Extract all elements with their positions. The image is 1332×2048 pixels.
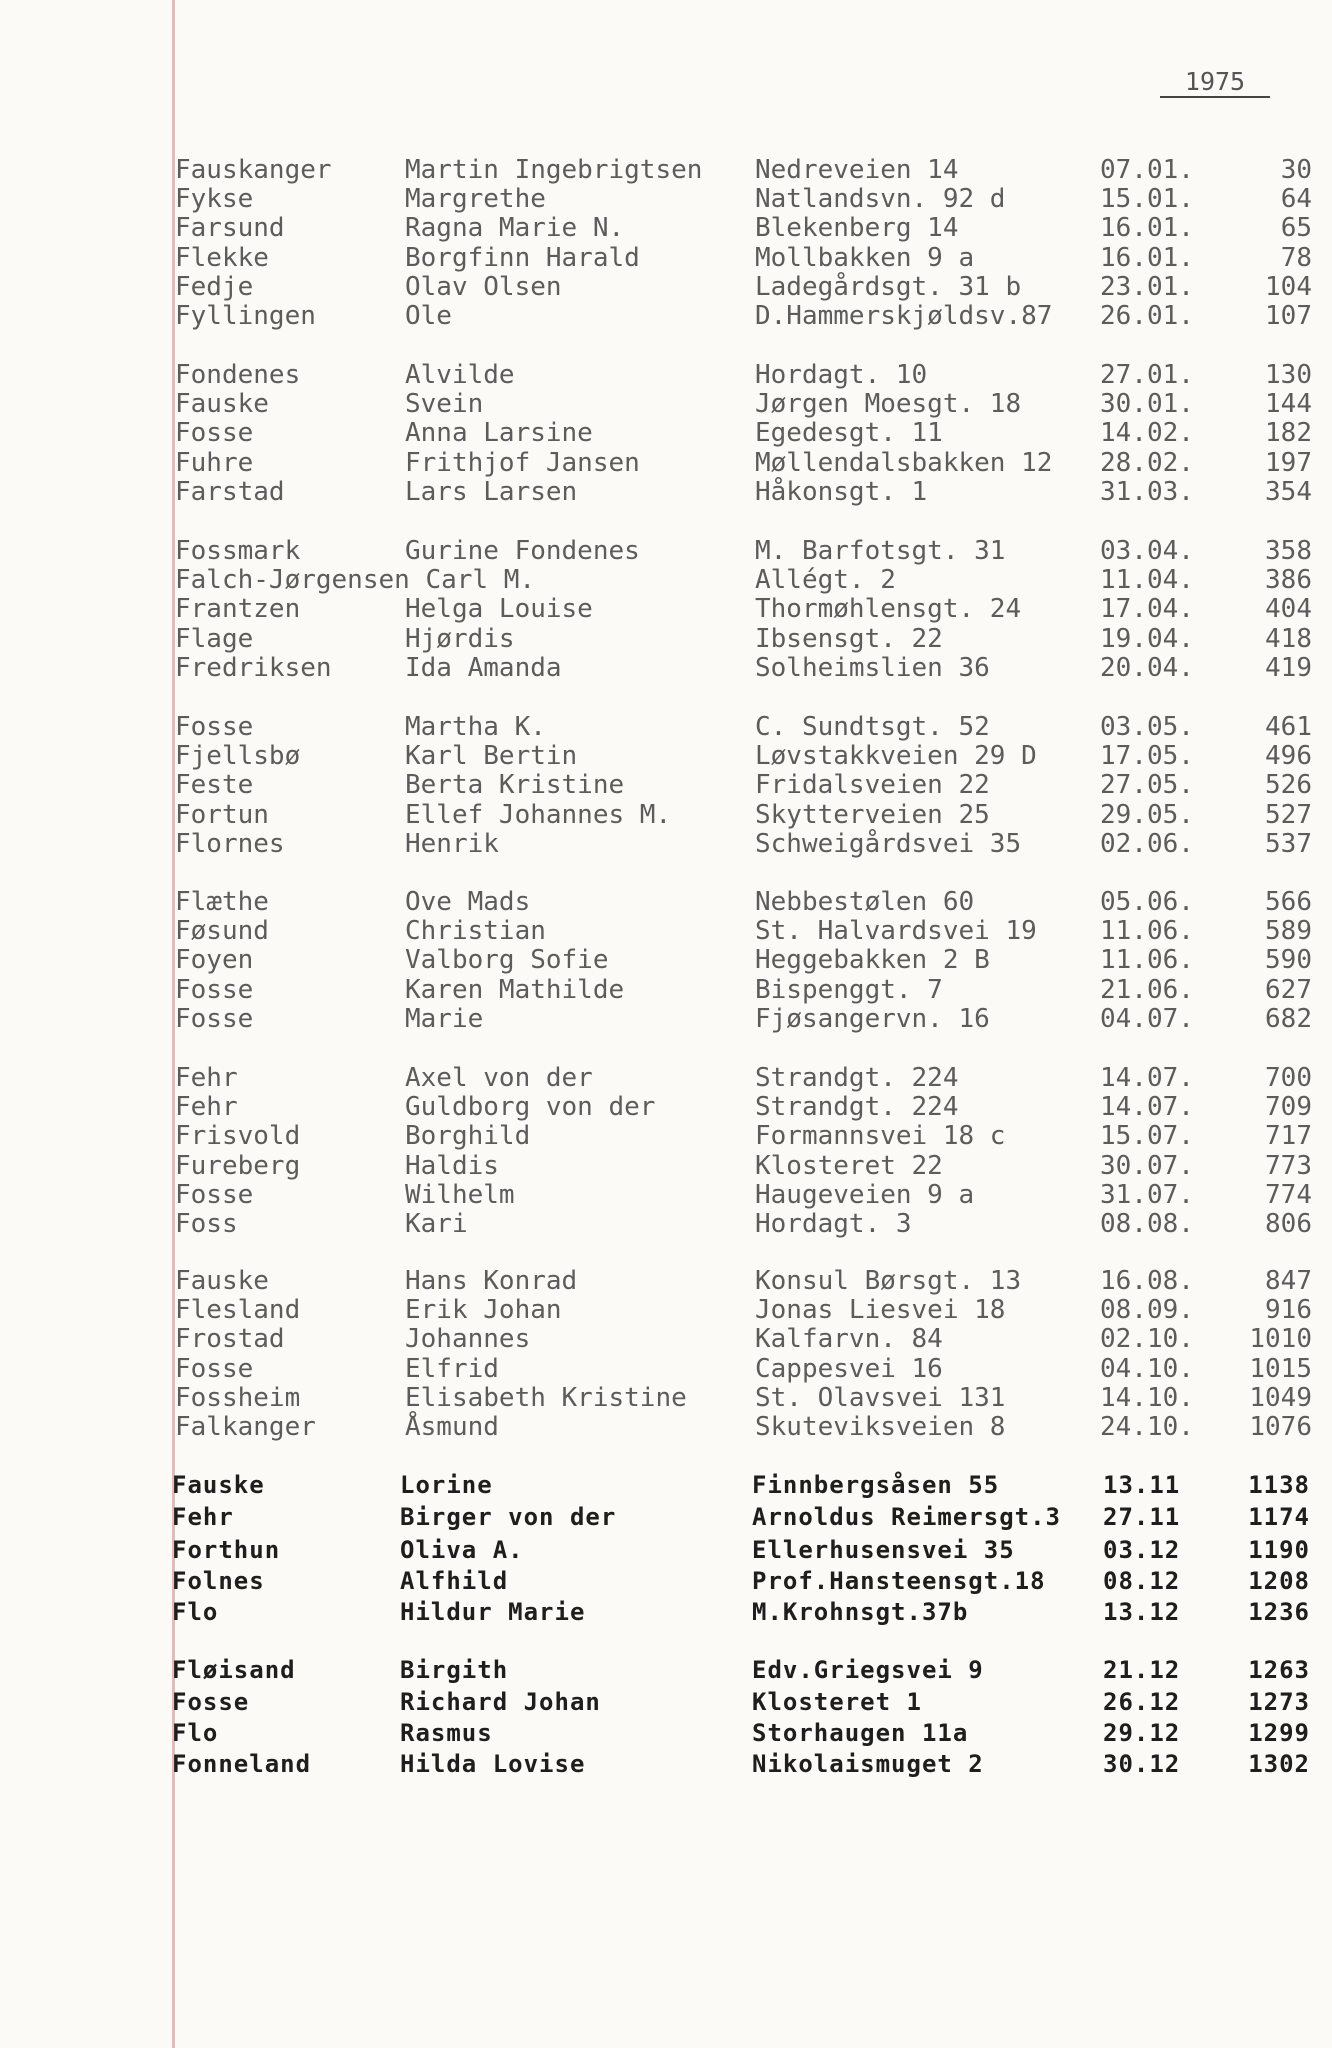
table-row <box>0 243 1332 273</box>
table-row <box>0 1209 1332 1239</box>
table-row <box>0 1566 1332 1596</box>
table-row <box>0 1354 1332 1384</box>
given-name-cell: Anna Larsine <box>405 418 593 448</box>
address-cell: Allégt. 2 <box>755 565 896 595</box>
address-cell: Jørgen Moesgt. 18 <box>755 389 1022 419</box>
number-cell: 1049 <box>1249 1383 1312 1413</box>
number-cell: 496 <box>1265 741 1312 771</box>
address-cell: Fjøsangervn. 16 <box>755 1004 990 1034</box>
address-cell: M. Barfotsgt. 31 <box>755 536 1006 566</box>
number-cell: 1208 <box>1248 1567 1310 1595</box>
number-cell: 461 <box>1265 712 1312 742</box>
given-name-cell: Marie <box>405 1004 484 1034</box>
number-cell: 717 <box>1265 1121 1312 1151</box>
address-cell: Jonas Liesvei 18 <box>755 1295 1006 1325</box>
given-name-cell: Erik Johan <box>405 1295 562 1325</box>
address-cell: Ibsensgt. 22 <box>755 624 943 654</box>
table-row <box>0 184 1332 214</box>
table-row <box>0 565 1332 595</box>
table-row <box>0 1324 1332 1354</box>
table-row <box>0 448 1332 478</box>
given-name-cell: Hildur Marie <box>400 1598 586 1626</box>
given-name-cell: Christian <box>405 916 546 946</box>
address-cell: Cappesvei 16 <box>755 1354 943 1384</box>
address-cell: Heggebakken 2 B <box>755 945 990 975</box>
number-cell: 144 <box>1265 389 1312 419</box>
given-name-cell: Oliva A. <box>400 1536 524 1564</box>
number-cell: 358 <box>1265 536 1312 566</box>
given-name-cell: Martin Ingebrigtsen <box>405 155 703 185</box>
number-cell: 64 <box>1280 184 1312 214</box>
number-cell: 537 <box>1265 829 1312 859</box>
number-cell: 1010 <box>1249 1324 1312 1354</box>
given-name-cell: Johannes <box>405 1324 531 1354</box>
given-name-cell: Hans Konrad <box>405 1266 578 1296</box>
address-cell: Solheimslien 36 <box>755 653 990 683</box>
surname-cell: Fossheim <box>175 1383 301 1413</box>
number-cell: 589 <box>1265 916 1312 946</box>
table-row <box>0 653 1332 683</box>
date-cell: 21.12 <box>1103 1656 1181 1684</box>
address-cell: Edv.Griegsvei 9 <box>752 1656 984 1684</box>
number-cell: 30 <box>1280 155 1312 185</box>
date-cell: 13.11 <box>1103 1471 1181 1499</box>
surname-cell: Flornes <box>175 829 285 859</box>
surname-cell: Foss <box>175 1209 238 1239</box>
table-row <box>0 594 1332 624</box>
number-cell: 1302 <box>1248 1750 1310 1778</box>
surname-cell: Fyllingen <box>175 301 316 331</box>
address-cell: D.Hammerskjøldsv.87 <box>755 301 1053 331</box>
given-name-cell: Ove Mads <box>405 887 531 917</box>
surname-cell: Fehr <box>175 1092 238 1122</box>
surname-cell: Fjellsbø <box>175 741 301 771</box>
address-cell: Storhaugen 11a <box>752 1719 969 1747</box>
given-name-cell: Richard Johan <box>400 1688 601 1716</box>
date-cell: 02.06. <box>1100 829 1194 859</box>
address-cell: Kalfarvn. 84 <box>755 1324 943 1354</box>
date-cell: 08.09. <box>1100 1295 1194 1325</box>
given-name-cell: Guldborg von der <box>405 1092 656 1122</box>
number-cell: 107 <box>1265 301 1312 331</box>
table-row <box>0 770 1332 800</box>
surname-cell: Fosse <box>175 1004 254 1034</box>
date-cell: 05.06. <box>1100 887 1194 917</box>
date-cell: 16.08. <box>1100 1266 1194 1296</box>
address-cell: Blekenberg 14 <box>755 213 959 243</box>
table-row <box>0 477 1332 507</box>
surname-cell: Fehr <box>172 1503 234 1531</box>
date-cell: 03.04. <box>1100 536 1194 566</box>
given-name-cell: Helga Louise <box>405 594 593 624</box>
table-row <box>0 155 1332 185</box>
date-cell: 14.02. <box>1100 418 1194 448</box>
given-name-cell: Axel von der <box>405 1063 593 1093</box>
date-cell: 29.12 <box>1103 1719 1181 1747</box>
number-cell: 1299 <box>1248 1719 1310 1747</box>
surname-cell: Frisvold <box>175 1121 301 1151</box>
given-name-cell: Haldis <box>405 1151 499 1181</box>
date-cell: 15.07. <box>1100 1121 1194 1151</box>
address-cell: Prof.Hansteensgt.18 <box>752 1567 1046 1595</box>
date-cell: 27.11 <box>1103 1503 1181 1531</box>
address-cell: Arnoldus Reimersgt.3 <box>752 1503 1061 1531</box>
given-name-cell: Karen Mathilde <box>405 975 625 1005</box>
surname-cell: Forthun <box>172 1536 281 1564</box>
table-row <box>0 975 1332 1005</box>
number-cell: 104 <box>1265 272 1312 302</box>
surname-cell: Falch-Jørgensen Carl M. <box>175 565 536 595</box>
number-cell: 627 <box>1265 975 1312 1005</box>
address-cell: Strandgt. 224 <box>755 1092 959 1122</box>
given-name-cell: Margrethe <box>405 184 546 214</box>
table-row <box>0 1535 1332 1565</box>
surname-cell: Fløisand <box>172 1656 296 1684</box>
number-cell: 386 <box>1265 565 1312 595</box>
given-name-cell: Svein <box>405 389 484 419</box>
date-cell: 17.04. <box>1100 594 1194 624</box>
given-name-cell: Berta Kristine <box>405 770 625 800</box>
address-cell: Møllendalsbakken 12 <box>755 448 1053 478</box>
number-cell: 700 <box>1265 1063 1312 1093</box>
date-cell: 14.07. <box>1100 1092 1194 1122</box>
date-cell: 17.05. <box>1100 741 1194 771</box>
date-cell: 15.01. <box>1100 184 1194 214</box>
date-cell: 19.04. <box>1100 624 1194 654</box>
table-row <box>0 1121 1332 1151</box>
table-row <box>0 301 1332 331</box>
table-row <box>0 1502 1332 1532</box>
surname-cell: Foyen <box>175 945 254 975</box>
surname-cell: Flæthe <box>175 887 269 917</box>
table-row <box>0 1004 1332 1034</box>
given-name-cell: Birger von der <box>400 1503 617 1531</box>
address-cell: Skytterveien 25 <box>755 800 990 830</box>
address-cell: Egedesgt. 11 <box>755 418 943 448</box>
surname-cell: Fosse <box>175 418 254 448</box>
surname-cell: Feste <box>175 770 254 800</box>
surname-cell: Fredriksen <box>175 653 332 683</box>
surname-cell: Fedje <box>175 272 254 302</box>
table-row <box>0 1092 1332 1122</box>
given-name-cell: Valborg Sofie <box>405 945 609 975</box>
given-name-cell: Lars Larsen <box>405 477 578 507</box>
address-cell: M.Krohnsgt.37b <box>752 1598 969 1626</box>
address-cell: St. Halvardsvei 19 <box>755 916 1037 946</box>
date-cell: 14.07. <box>1100 1063 1194 1093</box>
given-name-cell: Henrik <box>405 829 499 859</box>
date-cell: 29.05. <box>1100 800 1194 830</box>
date-cell: 28.02. <box>1100 448 1194 478</box>
number-cell: 774 <box>1265 1180 1312 1210</box>
surname-cell: Flesland <box>175 1295 301 1325</box>
address-cell: Natlandsvn. 92 d <box>755 184 1006 214</box>
number-cell: 1138 <box>1248 1471 1310 1499</box>
table-row <box>0 887 1332 917</box>
given-name-cell: Ida Amanda <box>405 653 562 683</box>
surname-cell: Fehr <box>175 1063 238 1093</box>
date-cell: 24.10. <box>1100 1412 1194 1442</box>
address-cell: Ellerhusensvei 35 <box>752 1536 1015 1564</box>
surname-cell: Farsund <box>175 213 285 243</box>
address-cell: Mollbakken 9 a <box>755 243 975 273</box>
given-name-cell: Rasmus <box>400 1719 493 1747</box>
table-row <box>0 945 1332 975</box>
date-cell: 11.06. <box>1100 945 1194 975</box>
table-row <box>0 1063 1332 1093</box>
surname-cell: Flage <box>175 624 254 654</box>
address-cell: Løvstakkveien 29 D <box>755 741 1037 771</box>
table-row <box>0 1470 1332 1500</box>
date-cell: 31.03. <box>1100 477 1194 507</box>
table-row <box>0 1295 1332 1325</box>
table-row <box>0 916 1332 946</box>
surname-cell: Farstad <box>175 477 285 507</box>
table-row <box>0 1597 1332 1627</box>
given-name-cell: Kari <box>405 1209 468 1239</box>
date-cell: 16.01. <box>1100 243 1194 273</box>
address-cell: Haugeveien 9 a <box>755 1180 975 1210</box>
address-cell: Formannsvei 18 c <box>755 1121 1006 1151</box>
date-cell: 26.01. <box>1100 301 1194 331</box>
number-cell: 1174 <box>1248 1503 1310 1531</box>
given-name-cell: Alvilde <box>405 360 515 390</box>
number-cell: 1190 <box>1248 1536 1310 1564</box>
table-row <box>0 1383 1332 1413</box>
given-name-cell: Åsmund <box>405 1412 499 1442</box>
number-cell: 1015 <box>1249 1354 1312 1384</box>
given-name-cell: Borgfinn Harald <box>405 243 640 273</box>
address-cell: Ladegårdsgt. 31 b <box>755 272 1022 302</box>
given-name-cell: Olav Olsen <box>405 272 562 302</box>
given-name-cell: Ragna Marie N. <box>405 213 625 243</box>
number-cell: 590 <box>1265 945 1312 975</box>
number-cell: 354 <box>1265 477 1312 507</box>
given-name-cell: Ellef Johannes M. <box>405 800 672 830</box>
given-name-cell: Frithjof Jansen <box>405 448 640 478</box>
surname-cell: Fortun <box>175 800 269 830</box>
address-cell: Nedreveien 14 <box>755 155 959 185</box>
number-cell: 527 <box>1265 800 1312 830</box>
table-row <box>0 536 1332 566</box>
surname-cell: Folnes <box>172 1567 265 1595</box>
number-cell: 1263 <box>1248 1656 1310 1684</box>
date-cell: 13.12 <box>1103 1598 1181 1626</box>
table-row <box>0 1180 1332 1210</box>
table-row <box>0 1749 1332 1779</box>
table-row <box>0 800 1332 830</box>
surname-cell: Fauske <box>175 389 269 419</box>
address-cell: Konsul Børsgt. 13 <box>755 1266 1022 1296</box>
surname-cell: Fosse <box>175 1354 254 1384</box>
address-cell: St. Olavsvei 131 <box>755 1383 1006 1413</box>
number-cell: 682 <box>1265 1004 1312 1034</box>
table-row <box>0 389 1332 419</box>
given-name-cell: Lorine <box>400 1471 493 1499</box>
surname-cell: Fonneland <box>172 1750 312 1778</box>
surname-cell: Fureberg <box>175 1151 301 1181</box>
surname-cell: Fosse <box>175 975 254 1005</box>
table-row <box>0 272 1332 302</box>
table-row <box>0 1266 1332 1296</box>
surname-cell: Fossmark <box>175 536 301 566</box>
number-cell: 130 <box>1265 360 1312 390</box>
table-row <box>0 1718 1332 1748</box>
given-name-cell: Hjørdis <box>405 624 515 654</box>
address-cell: Fridalsveien 22 <box>755 770 990 800</box>
date-cell: 23.01. <box>1100 272 1194 302</box>
surname-cell: Frantzen <box>175 594 301 624</box>
address-cell: Nebbestølen 60 <box>755 887 975 917</box>
table-row <box>0 829 1332 859</box>
date-cell: 11.06. <box>1100 916 1194 946</box>
number-cell: 566 <box>1265 887 1312 917</box>
address-cell: Hordagt. 3 <box>755 1209 912 1239</box>
date-cell: 14.10. <box>1100 1383 1194 1413</box>
date-cell: 30.07. <box>1100 1151 1194 1181</box>
date-cell: 02.10. <box>1100 1324 1194 1354</box>
surname-cell: Flo <box>172 1598 219 1626</box>
table-row <box>0 418 1332 448</box>
address-cell: Klosteret 22 <box>755 1151 943 1181</box>
number-cell: 65 <box>1280 213 1312 243</box>
date-cell: 11.04. <box>1100 565 1194 595</box>
date-cell: 20.04. <box>1100 653 1194 683</box>
given-name-cell: Karl Bertin <box>405 741 578 771</box>
number-cell: 1076 <box>1249 1412 1312 1442</box>
table-row <box>0 360 1332 390</box>
address-cell: Nikolaismuget 2 <box>752 1750 984 1778</box>
date-cell: 30.01. <box>1100 389 1194 419</box>
table-row <box>0 741 1332 771</box>
address-cell: Hordagt. 10 <box>755 360 928 390</box>
number-cell: 709 <box>1265 1092 1312 1122</box>
address-cell: Klosteret 1 <box>752 1688 922 1716</box>
address-cell: Skuteviksveien 8 <box>755 1412 1006 1442</box>
given-name-cell: Borghild <box>405 1121 531 1151</box>
surname-cell: Fosse <box>172 1688 250 1716</box>
given-name-cell: Ole <box>405 301 452 331</box>
address-cell: Bispenggt. 7 <box>755 975 943 1005</box>
date-cell: 30.12 <box>1103 1750 1181 1778</box>
date-cell: 04.10. <box>1100 1354 1194 1384</box>
table-row <box>0 213 1332 243</box>
given-name-cell: Birgith <box>400 1656 509 1684</box>
surname-cell: Frostad <box>175 1324 285 1354</box>
date-cell: 16.01. <box>1100 213 1194 243</box>
surname-cell: Flo <box>172 1719 219 1747</box>
surname-cell: Fykse <box>175 184 254 214</box>
surname-cell: Fosse <box>175 1180 254 1210</box>
number-cell: 847 <box>1265 1266 1312 1296</box>
address-cell: Thormøhlensgt. 24 <box>755 594 1022 624</box>
surname-cell: Falkanger <box>175 1412 316 1442</box>
date-cell: 27.01. <box>1100 360 1194 390</box>
number-cell: 197 <box>1265 448 1312 478</box>
given-name-cell: Elisabeth Kristine <box>405 1383 687 1413</box>
date-cell: 08.08. <box>1100 1209 1194 1239</box>
number-cell: 78 <box>1280 243 1312 273</box>
surname-cell: Fuhre <box>175 448 254 478</box>
surname-cell: Fauskanger <box>175 155 332 185</box>
date-cell: 27.05. <box>1100 770 1194 800</box>
date-cell: 07.01. <box>1100 155 1194 185</box>
date-cell: 21.06. <box>1100 975 1194 1005</box>
page-year: 1975 <box>1160 68 1270 98</box>
date-cell: 08.12 <box>1103 1567 1181 1595</box>
table-row <box>0 1655 1332 1685</box>
number-cell: 418 <box>1265 624 1312 654</box>
address-cell: Schweigårdsvei 35 <box>755 829 1022 859</box>
date-cell: 26.12 <box>1103 1688 1181 1716</box>
date-cell: 03.12 <box>1103 1536 1181 1564</box>
number-cell: 404 <box>1265 594 1312 624</box>
given-name-cell: Gurine Fondenes <box>405 536 640 566</box>
given-name-cell: Wilhelm <box>405 1180 515 1210</box>
number-cell: 1273 <box>1248 1688 1310 1716</box>
number-cell: 916 <box>1265 1295 1312 1325</box>
address-cell: Finnbergsåsen 55 <box>752 1471 1000 1499</box>
date-cell: 03.05. <box>1100 712 1194 742</box>
date-cell: 04.07. <box>1100 1004 1194 1034</box>
surname-cell: Fosse <box>175 712 254 742</box>
date-cell: 31.07. <box>1100 1180 1194 1210</box>
surname-cell: Fondenes <box>175 360 301 390</box>
surname-cell: Fauske <box>172 1471 265 1499</box>
given-name-cell: Alfhild <box>400 1567 509 1595</box>
number-cell: 526 <box>1265 770 1312 800</box>
table-row <box>0 712 1332 742</box>
number-cell: 1236 <box>1248 1598 1310 1626</box>
table-row <box>0 624 1332 654</box>
number-cell: 182 <box>1265 418 1312 448</box>
given-name-cell: Hilda Lovise <box>400 1750 586 1778</box>
address-cell: Håkonsgt. 1 <box>755 477 928 507</box>
number-cell: 806 <box>1265 1209 1312 1239</box>
table-row <box>0 1151 1332 1181</box>
address-cell: Strandgt. 224 <box>755 1063 959 1093</box>
table-row <box>0 1412 1332 1442</box>
given-name-cell: Martha K. <box>405 712 546 742</box>
surname-cell: Fauske <box>175 1266 269 1296</box>
surname-cell: Føsund <box>175 916 269 946</box>
surname-cell: Flekke <box>175 243 269 273</box>
address-cell: C. Sundtsgt. 52 <box>755 712 990 742</box>
number-cell: 773 <box>1265 1151 1312 1181</box>
given-name-cell: Elfrid <box>405 1354 499 1384</box>
table-row <box>0 1687 1332 1717</box>
number-cell: 419 <box>1265 653 1312 683</box>
